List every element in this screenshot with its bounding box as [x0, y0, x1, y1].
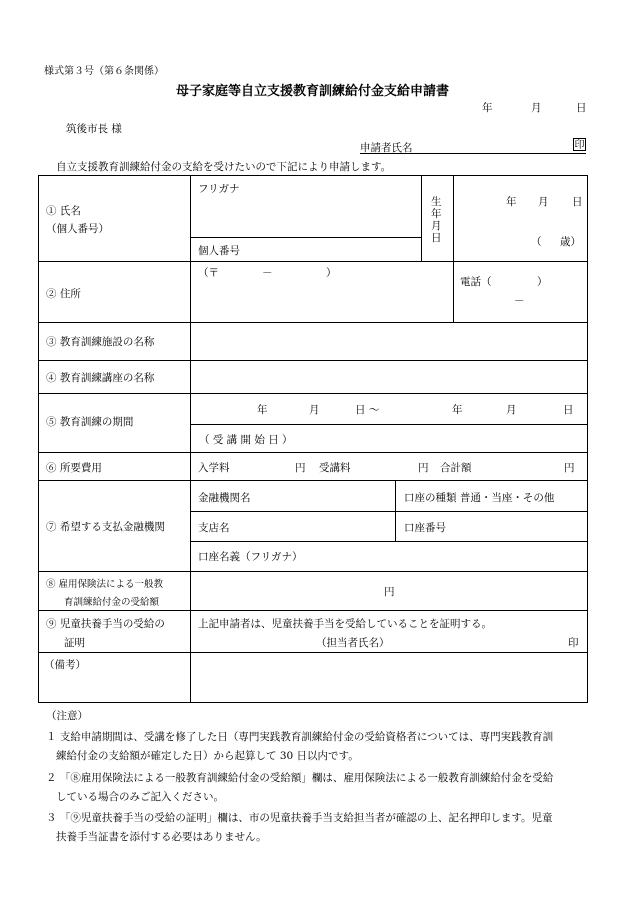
total-label: 合計額	[440, 462, 472, 474]
start-date-note: （ 受 講 開 始 日 ）	[199, 434, 293, 446]
phone-close: ）	[537, 276, 548, 288]
period-year2: 年	[452, 404, 463, 416]
postal-close: ）	[326, 267, 337, 279]
age-open: （	[531, 236, 542, 248]
applicant-underline	[360, 153, 586, 154]
postal-dash: －	[262, 267, 273, 279]
address-label: ② 住所	[46, 288, 81, 300]
dob-char: 年	[431, 208, 442, 220]
note-1-line1: １ 支給申請期間は、受講を修了した日（専門実践教育訓練給付金の受給資格者については、専門実践教育訓	[46, 731, 554, 743]
period-label: ⑤ 教育訓練の期間	[46, 416, 134, 428]
yen-2: 円	[418, 462, 429, 474]
period-year: 年	[257, 404, 268, 416]
phone-label: 電話（	[460, 276, 492, 288]
cost-label: ⑥ 所要費用	[46, 462, 102, 474]
note-3-line1: ３ 「⑨児童扶養手当の受給の証明」欄は、市の児童扶養手当支給担当者が確認の上、記名押印します。児童	[46, 812, 553, 824]
institution-label: 金融機関名	[198, 492, 251, 504]
postal-open: （〒	[198, 267, 219, 279]
account-type-label: 口座の種類 普通・当座・その他	[404, 492, 555, 504]
name-label: ① 氏名	[46, 205, 81, 217]
period-day-tilde: 日 ～	[355, 404, 380, 416]
child-label-line2: 証明	[64, 637, 85, 649]
officer-seal: 印	[568, 637, 579, 649]
bank-label: ⑦ 希望する支払金融機関	[46, 521, 165, 533]
remarks-label: （備考）	[44, 659, 86, 671]
course-label: ④ 教育訓練講座の名称	[46, 372, 155, 384]
personal-number-label: 個人番号	[198, 245, 240, 257]
account-holder-label: 口座名義（フリガナ）	[198, 551, 303, 563]
yen-3: 円	[564, 462, 575, 474]
dob-char: 生	[431, 196, 442, 208]
intro-text: 自立支援教育訓練給付金の支給を受けたいので下記により申請します。	[56, 161, 392, 173]
furigana-label: フリガナ	[198, 183, 240, 195]
tuition-label: 受講料	[319, 462, 351, 474]
page-title: 母子家庭等自立支援教育訓練給付金支給申請書	[176, 84, 450, 99]
employment-yen: 円	[384, 586, 395, 598]
dob-char: 日	[431, 232, 442, 244]
date-year: 年	[482, 102, 493, 114]
dob-char: 月	[431, 220, 442, 232]
period-month2: 月	[506, 404, 517, 416]
addressee: 筑後市長 様	[66, 123, 122, 135]
note-2-line2: している場合のみご記入ください。	[56, 791, 224, 803]
personal-number-sub: （個人番号）	[46, 223, 109, 235]
entrance-fee-label: 入学料	[198, 462, 230, 474]
notes-heading: （注意）	[46, 710, 88, 722]
child-statement: 上記申請者は、児童扶養手当を受給していることを証明する。	[198, 618, 492, 630]
age-label: 歳）	[560, 236, 581, 248]
applicant-label: 申請者氏名	[360, 142, 413, 154]
date-day: 日	[576, 102, 587, 114]
note-1-line2: 練給付金の支給額が確定した日）から起算して 30 日以内です。	[56, 750, 359, 762]
note-2-line1: ２ 「⑧雇用保険法による一般教育訓練給付金の受給額」欄は、雇用保険法による一般教育訓練給付金を受給	[46, 772, 554, 784]
dob-month: 月	[538, 196, 549, 208]
phone-dash: －	[514, 295, 525, 307]
period-month: 月	[309, 404, 320, 416]
yen-1: 円	[295, 462, 306, 474]
branch-label: 支店名	[198, 522, 230, 534]
date-month: 月	[531, 102, 542, 114]
officer-name-label: （担当者氏名）	[316, 637, 390, 649]
seal-mark: 印	[574, 140, 585, 151]
dob-day: 日	[572, 196, 583, 208]
account-number-label: 口座番号	[404, 522, 446, 534]
dob-year: 年	[506, 196, 517, 208]
child-label-line1: ⑨ 児童扶養手当の受給の	[46, 618, 165, 630]
facility-label: ③ 教育訓練施設の名称	[46, 336, 155, 348]
form-number: 様式第３号（第６条関係）	[44, 66, 164, 77]
period-day2: 日	[563, 404, 574, 416]
note-3-line2: 扶養手当証書を添付する必要はありません。	[56, 831, 267, 843]
employment-label-line1: ⑧ 雇用保険法による一般教	[46, 579, 164, 590]
employment-label-line2: 育訓練給付金の受給額	[64, 597, 160, 608]
